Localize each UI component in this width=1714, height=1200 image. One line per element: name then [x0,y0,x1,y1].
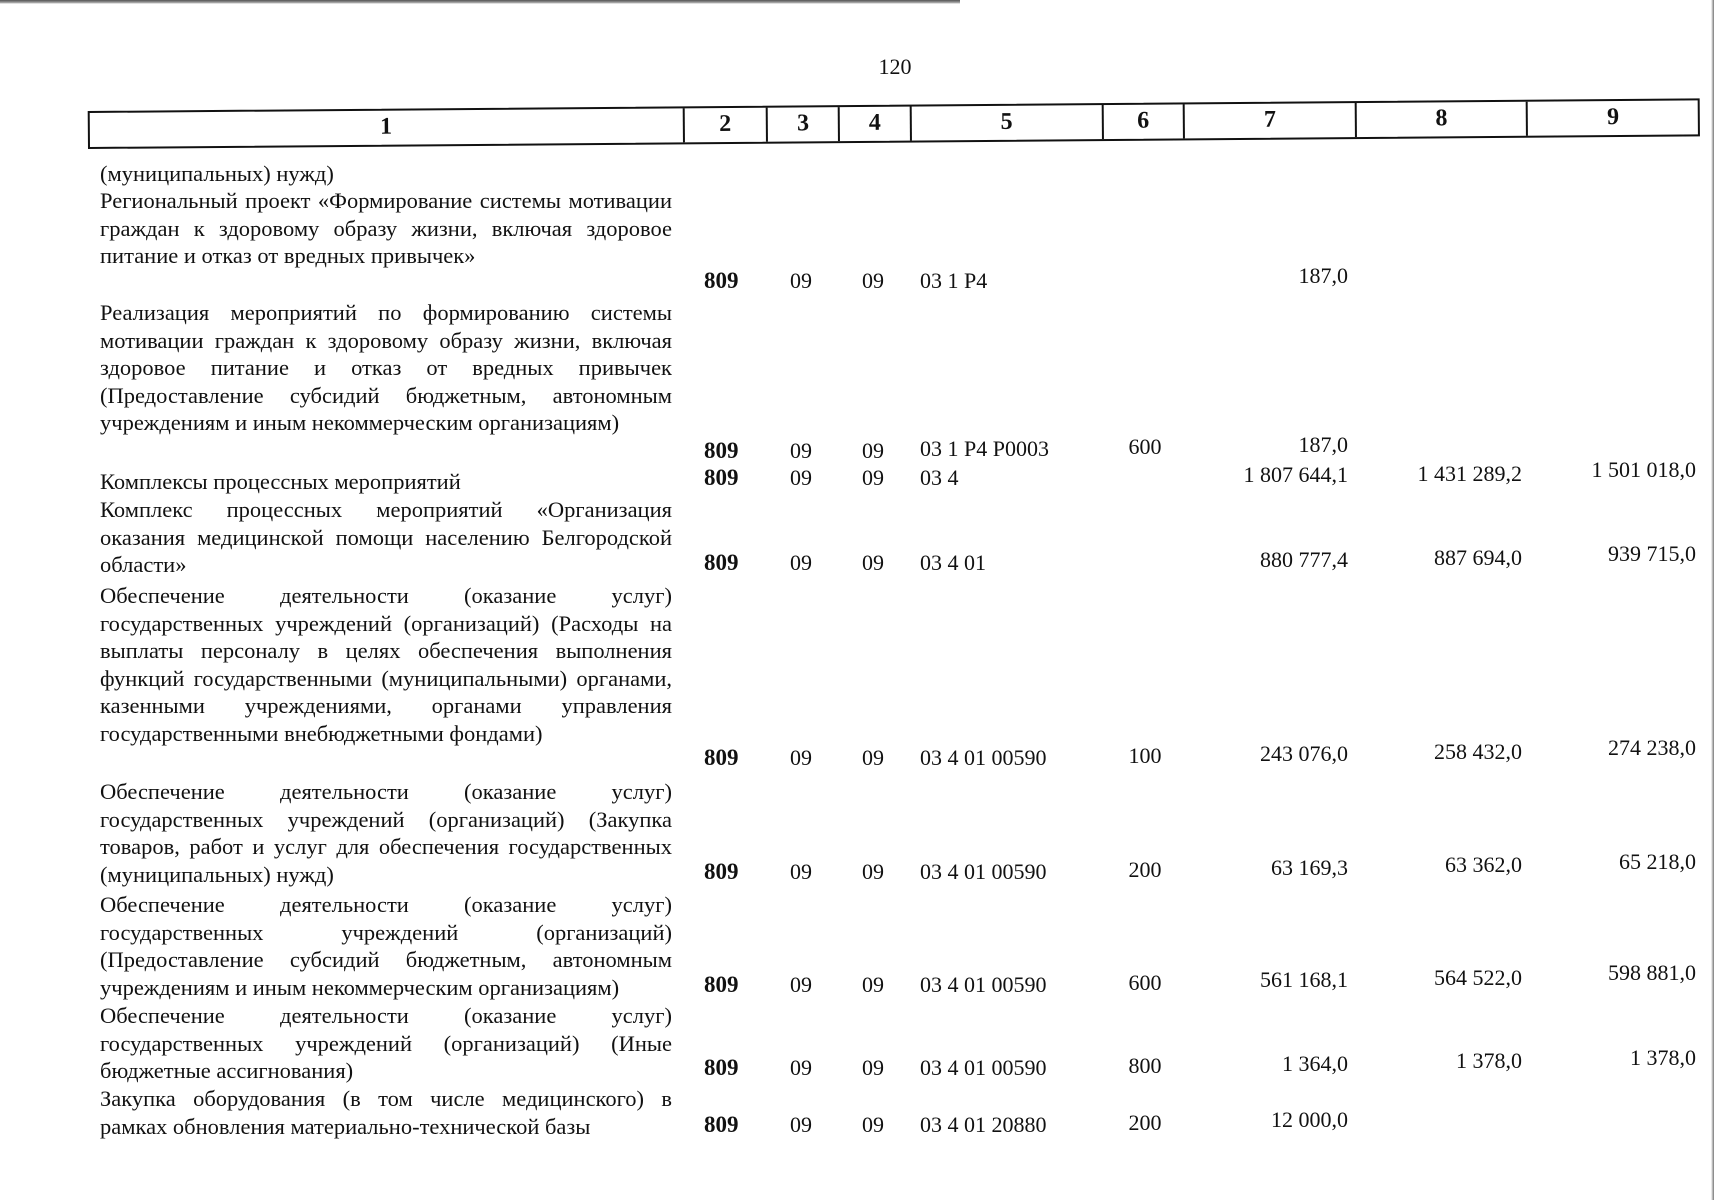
header-col-9: 9 [1606,103,1620,131]
cell-value-8: 63 362,0 [1445,852,1522,877]
cell-value-7: 12 000,0 [1271,1107,1348,1132]
cell-vr: 800 [1128,1053,1162,1078]
row-description: (муниципальных) нужд) [100,161,334,186]
cell-rz: 09 [790,972,812,997]
cell-pr: 09 [862,550,884,575]
cell-gr: 809 [704,745,739,770]
header-col-4: 4 [840,107,912,142]
cell-pr: 09 [862,859,884,884]
row-description: Комплексы процессных мероприятий [100,469,461,494]
cell-value-7: 187,0 [1298,263,1348,288]
header-col-6: 6 [1103,104,1185,139]
cell-value-7: 1 364,0 [1282,1051,1348,1076]
row-description: Обеспечение деятельности (оказание услуг) государственных учреждений (организаций) (Предоставление субсидий бюджетным, автономным учреждениям и иным некоммерческим организациям) [100,892,672,1000]
cell-value-9: 598 881,0 [1608,960,1696,985]
page-number: 120 [878,54,912,79]
row-description: Региональный проект «Формирование системы мотивации граждан к здоровому образу жизни, включая здоровое питание и отказ от вредных привычек» [100,188,672,268]
cell-pr: 09 [862,745,884,770]
cell-value-7: 243 076,0 [1260,741,1348,766]
cell-csr: 03 1 Р4 Р0003 [920,436,1049,461]
cell-pr: 09 [862,972,884,997]
cell-pr: 09 [862,1055,884,1080]
cell-value-9: 1 501 018,0 [1591,457,1696,482]
scan-edge-top [0,0,960,4]
cell-value-8: 887 694,0 [1434,545,1522,570]
cell-csr: 03 4 01 00590 [920,972,1047,997]
cell-rz: 09 [790,268,812,293]
cell-value-7: 63 169,3 [1271,855,1348,880]
header-col-8: 8 [1357,102,1529,137]
cell-gr: 809 [704,465,739,490]
cell-value-9: 274 238,0 [1608,735,1696,760]
cell-pr: 09 [862,465,884,490]
table-header [88,98,1700,149]
header-col-7: 7 [1185,103,1357,138]
cell-value-7: 880 777,4 [1260,547,1348,572]
cell-value-8: 1 378,0 [1456,1048,1522,1073]
header-col-5: 5 [912,105,1104,141]
cell-rz: 09 [790,465,812,490]
cell-rz: 09 [790,859,812,884]
cell-gr: 809 [704,859,739,884]
cell-value-9: 939 715,0 [1608,541,1696,566]
cell-rz: 09 [790,550,812,575]
cell-value-8: 564 522,0 [1434,965,1522,990]
cell-rz: 09 [790,1055,812,1080]
cell-pr: 09 [862,268,884,293]
cell-gr: 809 [704,1055,739,1080]
cell-csr: 03 4 01 00590 [920,745,1047,770]
cell-vr: 600 [1128,970,1162,995]
cell-rz: 09 [790,745,812,770]
cell-value-7: 561 168,1 [1260,967,1348,992]
cell-csr: 03 4 [920,465,959,490]
cell-value-9: 1 378,0 [1630,1045,1696,1070]
cell-vr: 200 [1128,1110,1162,1135]
cell-pr: 09 [862,438,884,463]
cell-csr: 03 4 01 20880 [920,1112,1047,1137]
cell-csr: 03 4 01 00590 [920,1055,1047,1080]
cell-gr: 809 [704,438,739,463]
cell-csr: 03 4 01 [920,550,986,575]
cell-csr: 03 4 01 00590 [920,859,1047,884]
cell-rz: 09 [790,438,812,463]
row-description: Обеспечение деятельности (оказание услуг) государственных учреждений (организаций) (Расходы на выплаты персоналу в целях обеспечения выполнения функций государственными (муниципальными) органами, казенными учреждениями, органами управления государственными внебюджетными фондами) [100,583,672,746]
cell-value-7: 1 807 644,1 [1243,462,1348,487]
header-col-3: 3 [768,107,840,142]
header-col-2: 2 [684,108,768,143]
cell-rz: 09 [790,1112,812,1137]
cell-vr: 200 [1128,857,1162,882]
cell-gr: 809 [704,1112,739,1137]
row-description: Обеспечение деятельности (оказание услуг) государственных учреждений (организаций) (Иные бюджетные ассигнования) [100,1003,672,1083]
cell-vr: 100 [1128,743,1162,768]
cell-value-7: 187,0 [1298,432,1348,457]
cell-value-8: 258 432,0 [1434,739,1522,764]
cell-vr: 600 [1128,434,1162,459]
row-description: Комплекс процессных мероприятий «Организация оказания медицинской помощи населению Белгородской области» [100,497,672,577]
cell-pr: 09 [862,1112,884,1137]
row-description: Реализация мероприятий по формированию системы мотивации граждан к здоровому образу жизни, включая здоровое питание и отказ от вредных привычек (Предоставление субсидий бюджетным, автономным учреждениям и иным некоммерческим организациям) [100,300,672,435]
cell-value-8: 1 431 289,2 [1417,461,1522,486]
header-col-1: 1 [90,108,685,147]
row-description: Закупка оборудования (в том числе медицинского) в рамках обновления материально-технической базы [100,1086,672,1139]
cell-gr: 809 [704,550,739,575]
cell-csr: 03 1 Р4 [920,268,988,293]
cell-value-9: 65 218,0 [1619,849,1696,874]
cell-gr: 809 [704,972,739,997]
row-description: Обеспечение деятельности (оказание услуг) государственных учреждений (организаций) (Закупка товаров, работ и услуг для обеспечения государственных (муниципальных) нужд) [100,779,672,887]
cell-gr: 809 [704,268,739,293]
